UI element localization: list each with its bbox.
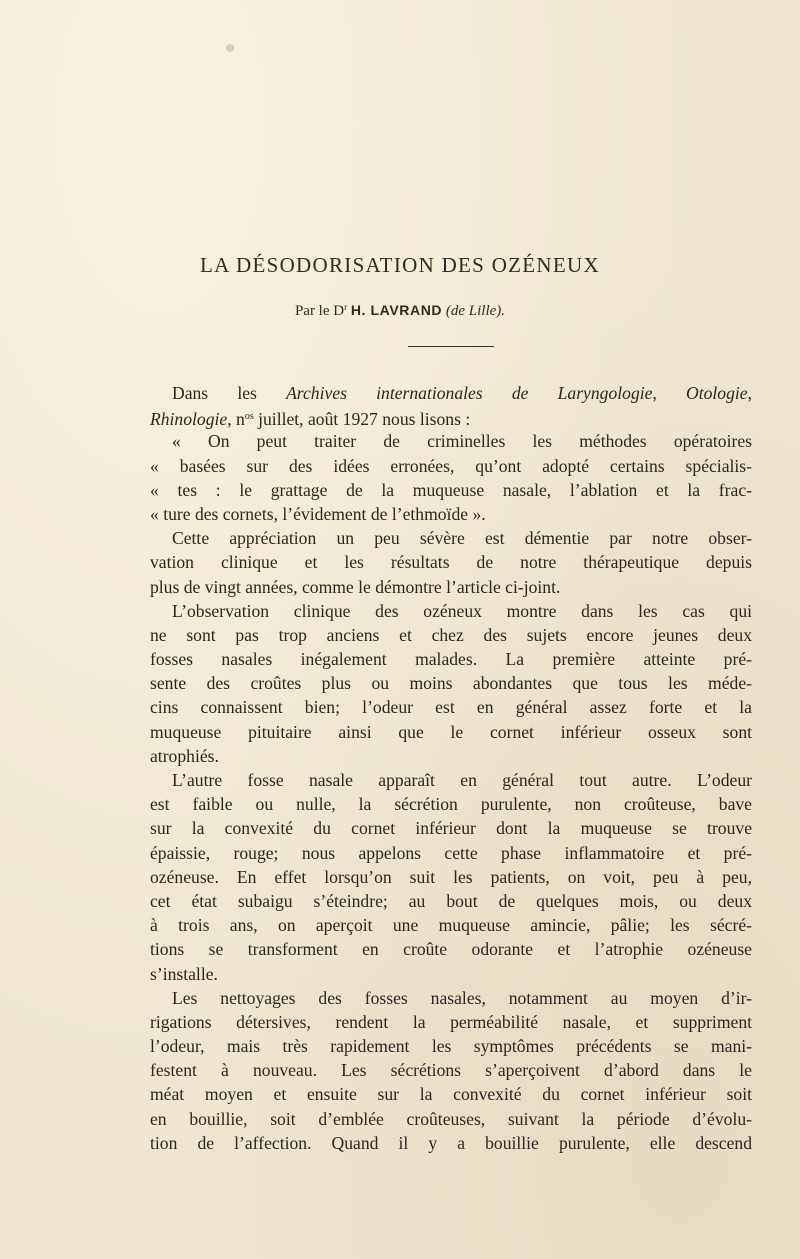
text-line: Rhinologie, $n^{os}$ juillet, août 1927 nous lisons : xyxy=(150,409,471,430)
text-line: « basées sur des idées erronées, qu’ont adopté certains spécialis- xyxy=(150,455,752,476)
text-line: tion de l’affection. Quand il y a bouillie purulente, elle descend xyxy=(150,1132,752,1153)
text-line: s’installe. xyxy=(150,963,218,984)
text-line: Cette appréciation un peu sévère est démentie par notre obser- xyxy=(172,528,752,549)
text-line: fosses nasales inégalement malades. La première atteinte pré- xyxy=(150,649,752,670)
text-line: en bouillie, soit d’emblée croûteuses, suivant la période d’évolu- xyxy=(150,1108,752,1129)
text-line: à trois ans, on aperçoit une muqueuse amincie, pâlie; les sécré- xyxy=(150,915,752,936)
byline-prefix: Par le $D^r$ xyxy=(294,302,348,319)
paper-stain xyxy=(226,44,234,52)
text-line: vation clinique et les résultats de notre thérapeutique depuis xyxy=(150,552,752,573)
text-line: épaissie, rouge; nous appelons cette phase inflammatoire et pré- xyxy=(150,842,752,863)
author-name: H. LAVRAND xyxy=(350,302,443,318)
text-line: muqueuse pituitaire ainsi que le cornet inférieur osseux sont xyxy=(150,721,752,742)
text-line: L’observation clinique des ozéneux montre dans les cas qui xyxy=(172,600,752,621)
text-line: ozéneuse. En effet lorsqu’on suit les patients, on voit, peu à peu, xyxy=(150,866,752,887)
text-line: « tes : le grattage de la muqueuse nasale, l’ablation et la frac- xyxy=(150,479,752,500)
text-line: sente des croûtes plus ou moins abondantes que tous les méde- xyxy=(150,673,752,694)
text-line: « On peut traiter de criminelles les méthodes opératoires xyxy=(172,431,752,452)
text-line: est faible ou nulle, la sécrétion purulente, non croûteuse, bave xyxy=(150,794,752,815)
byline xyxy=(0,302,800,320)
text-line: cet état subaigu s’éteindre; au bout de quelques mois, ou deux xyxy=(150,890,752,911)
text-line: cins connaissent bien; l’odeur est en général assez forte et la xyxy=(150,697,752,718)
text-line: l’odeur, mais très rapidement les symptômes précédents se mani- xyxy=(150,1036,752,1057)
text-line: méat moyen et ensuite sur la convexité du cornet inférieur soit xyxy=(150,1084,752,1105)
text-line: L’autre fosse nasale apparaît en général tout autre. L’odeur xyxy=(172,770,752,790)
article-body xyxy=(150,381,752,1155)
text-line: festent à nouveau. Les sécrétions s’aperçoivent d’abord dans le xyxy=(150,1060,752,1081)
text-line: tions se transforment en croûte odorante et l’atrophie ozéneuse xyxy=(150,939,752,960)
text-line: Dans les Archives internationales de Laryngologie, Otologie, xyxy=(172,383,753,403)
text-line: Les nettoyages des fosses nasales, notamment au moyen d’ir- xyxy=(172,987,752,1008)
article-title: LA DÉSODORISATION DES OZÉNEUX xyxy=(200,253,600,277)
text-line: plus de vingt années, comme le démontre l’article ci-joint. xyxy=(150,576,561,597)
text-line: ne sont pas trop anciens et chez des sujets encore jeunes deux xyxy=(150,624,752,645)
author-place: (de Lille). xyxy=(445,303,506,319)
text-line: atrophiés. xyxy=(150,745,219,766)
title-divider xyxy=(408,346,494,347)
text-line: rigations détersives, rendent la perméabilité nasale, et suppriment xyxy=(150,1011,752,1032)
text-line: « ture des cornets, l’évidement de l’ethmoïde ». xyxy=(150,503,486,524)
text-line: sur la convexité du cornet inférieur dont la muqueuse se trouve xyxy=(150,818,752,839)
